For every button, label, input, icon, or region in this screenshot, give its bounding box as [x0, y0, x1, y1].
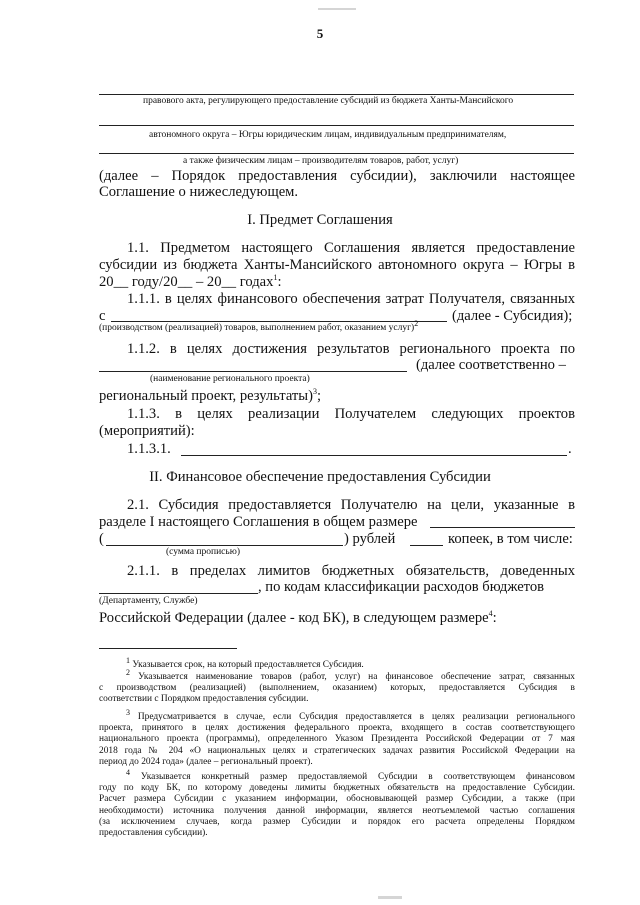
p1-1-1-caption: (производством (реализацией) товаров, выполнением работ, оказанием услуг)$^2$: [99, 318, 419, 333]
p2-1-1-line-2-end: , по кодам классификации расходов бюджетов: [258, 579, 545, 595]
p2-1-caption: (сумма прописью): [166, 547, 240, 557]
p2-1-words-blank: [106, 545, 343, 546]
header-rule-2: [99, 125, 574, 126]
p1-1-line-2: субсидии из бюджета Ханты-Мансийского автономного округа – Югры в: [99, 257, 575, 273]
p2-1-line-2: разделе I настоящего Соглашения в общем размере: [99, 514, 418, 530]
p1-1-1-line-1: 1.1.1. в целях финансового обеспечения затрат Получателя, связанных: [127, 291, 575, 307]
footnote-2: $^2$ Указывается наименование товаров (работ, услуг) на финансовое обеспечение затрат, связанных с производством (реализацией) (выполнением, оказанием) которых, предоставляется Субсидия в соответствии с Порядком предоставления субсидии.: [99, 667, 575, 705]
p2-1-open-paren: (: [99, 531, 104, 547]
p1-1-years: 20__ году/20__ – 20__ годах: [99, 274, 274, 290]
p2-1-1-caption: (Департаменту, Службе): [99, 596, 198, 606]
footnote-3: $^3$ Предусматривается в случае, если Субсидия предоставляется в целях реализации регионального проекта, принятого в целях достижения федерального проекта, входящего в состав соответствующего национального проекта (программы), определенного Указом Президента Российской Федерации от 7 мая 2018 года № 204 «О национальных целях и стратегических задачах развития Российской Федерации на период до 2024 года» (далее – региональный проект).: [99, 707, 576, 767]
p1-1-line-3: [99, 274, 282, 290]
footnote-ref-1: 1: [273, 273, 278, 283]
p1-1-1-line-2-end: (далее - Субсидия);: [452, 308, 573, 324]
p1-1-colon: :: [277, 274, 282, 290]
p1-1-3-1-number: 1.1.3.1.: [127, 441, 171, 457]
p2-1-1-blank: [99, 593, 258, 594]
p2-1-rubles: ) рублей: [344, 531, 396, 547]
header-line-2: автономного округа – Югры юридическим лицам, индивидуальным предпринимателям,: [149, 130, 507, 140]
header-rule-3: [99, 153, 574, 154]
p1-1-3-line-2: (мероприятий):: [99, 423, 195, 439]
intro-line-1: (далее – Порядок предоставления субсидии), заключили настоящее: [99, 168, 575, 184]
p2-1-line-1: 2.1. Субсидия предоставляется Получателю на цели, указанные в: [127, 497, 575, 513]
section-1-heading: I. Предмет Соглашения: [247, 212, 393, 228]
scan-mark-bottom: [378, 896, 402, 899]
header-line-1: правового акта, регулирующего предоставление субсидий из бюджета Ханты-Мансийского: [143, 96, 514, 106]
scan-mark-top: [318, 8, 356, 10]
p2-1-1-line-1: 2.1.1. в пределах лимитов бюджетных обязательств, доведенных: [127, 563, 575, 579]
header-rule-1: [99, 94, 574, 95]
footnote-mark-1: 1: [126, 655, 130, 665]
p1-1-3-1-end: .: [568, 441, 572, 457]
header-line-3: а также физическим лицам – производителям товаров, работ, услуг): [183, 156, 459, 166]
footnote-ref-4: 4: [488, 609, 493, 619]
p1-1-2-caption: (наименование регионального проекта): [150, 374, 310, 384]
footnote-ref-3: 3: [312, 387, 317, 397]
p2-1-1-line-3: Российской Федерации (далее - код БК), в следующем размере$^4$:: [99, 609, 497, 626]
section-2-heading: II. Финансовое обеспечение предоставления Субсидии: [149, 469, 491, 485]
p2-1-kopecks-blank: [410, 545, 443, 546]
p2-1-line-3-end: копеек, в том числе:: [448, 531, 573, 547]
p1-1-1-blank: [111, 321, 447, 322]
footnote-mark-4: 4: [126, 767, 130, 777]
p1-1-line-1: 1.1. Предметом настоящего Соглашения является предоставление: [127, 240, 575, 256]
page-number: 5: [316, 26, 324, 41]
p2-1-amount-blank: [430, 527, 575, 528]
p1-1-1-line-2-start: с: [99, 308, 106, 324]
footnote-mark-3: 3: [126, 707, 130, 717]
p1-1-3-1-blank: [181, 455, 567, 456]
footnote-1: $^1$ Указывается срок, на который предоставляется Субсидия.: [126, 655, 364, 670]
intro-line-2: Соглашение о нижеследующем.: [99, 184, 299, 200]
p1-1-2-line-2-end: (далее соответственно –: [416, 357, 566, 373]
p1-1-2-line-1: 1.1.2. в целях достижения результатов регионального проекта по: [127, 341, 575, 357]
p1-1-3-line-1: 1.1.3. в целях реализации Получателем следующих проектов: [127, 406, 575, 422]
p1-1-2-line-3: региональный проект, результаты)$^3$;: [99, 387, 322, 404]
footnote-4: $^4$ Указывается конкретный размер предоставляемой Субсидии в соответствующем финансовом году по коду БК, по которому доведены лимиты бюджетных обязательств на предоставление Субсидии. Расчет размера Субсидии с указанием информации, обосновывающей размер Субсидии, а также (при необходимости) источника получения данной информации, является неотъемлемой частью соглашения (за исключением случаев, когда размер Субсидии и порядок его расчета определены Порядком предоставления субсидии).: [99, 767, 575, 839]
footnote-separator: [99, 648, 237, 649]
footnote-mark-2: 2: [126, 667, 130, 677]
p1-1-2-blank: [99, 371, 407, 372]
footnote-ref-2: 2: [414, 318, 419, 328]
